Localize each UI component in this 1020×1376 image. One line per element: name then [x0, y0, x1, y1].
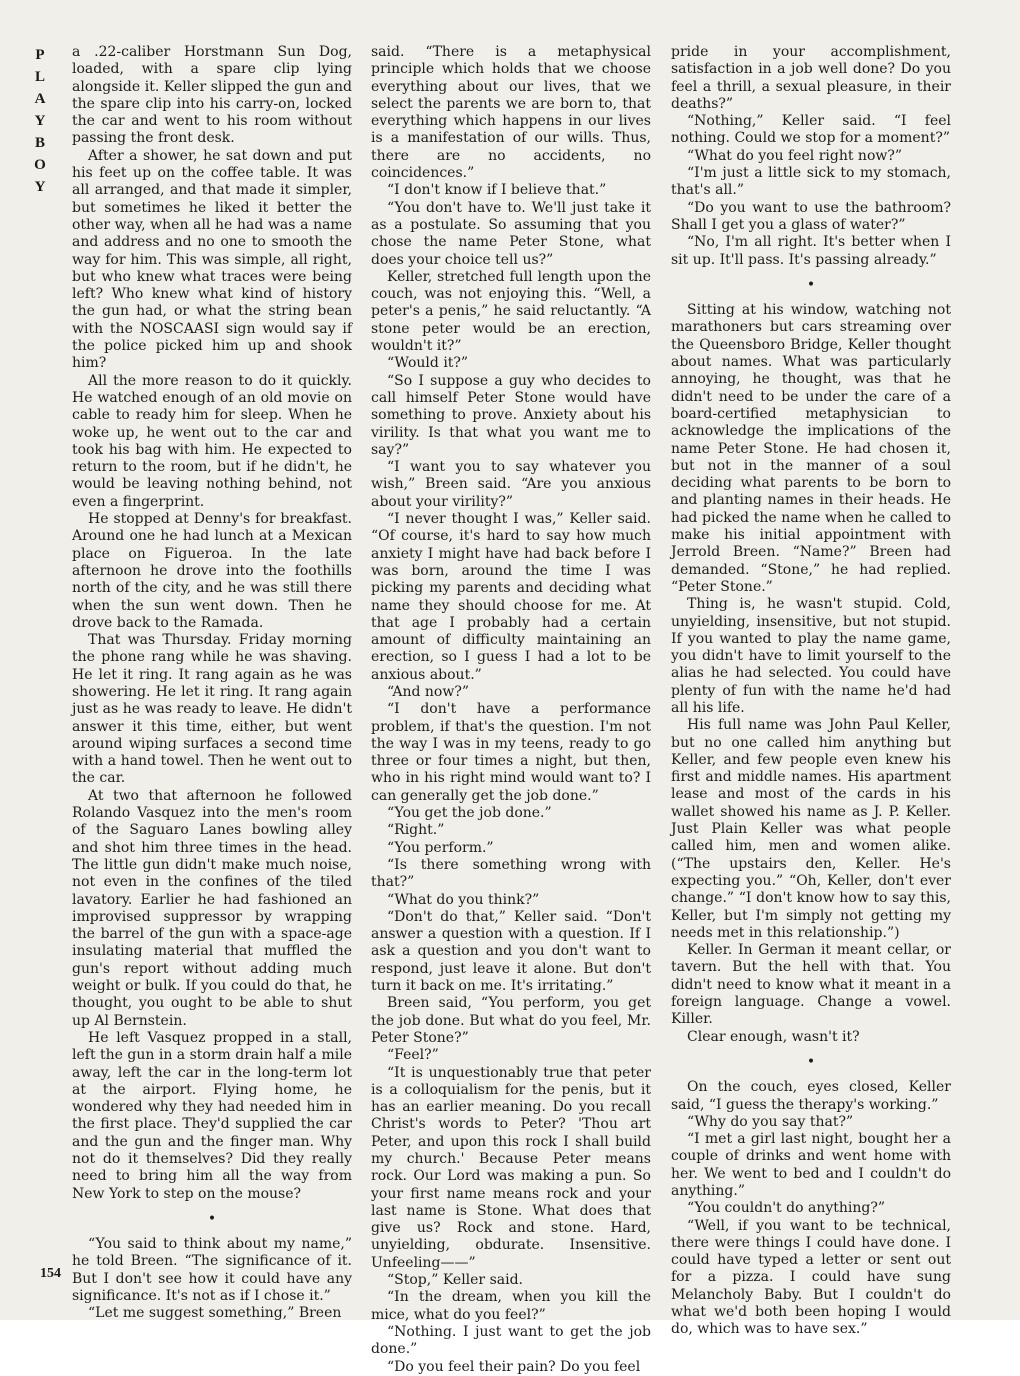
paragraph: “Why do you say that?” — [687, 1113, 854, 1130]
paragraph: “Don't do that,” Keller said. “Don't answer a question with a question. If I ask a question and you don't want to respond, just leave it alone. But don't turn it back on me. It's irritating.” — [371, 908, 651, 995]
paragraph: “What do you think?” — [387, 891, 540, 908]
paragraph: said. “There is a metaphysical principle which holds that we choose everything about our lives, that we select the parents we are born to, that everything which happens in our lives is a manifestation of our wills. Thus, there are no accidents, no coincidences.” — [371, 44, 651, 182]
sidebar-letter: B — [34, 135, 45, 151]
paragraph: “Feel?” — [387, 1047, 439, 1064]
sidebar-letter: A — [34, 91, 46, 107]
paragraph: “You said to think about my name,” he told Breen. “The significance of it. But I don't see how it could have any significance. It's not as if I chose it.” — [72, 1236, 352, 1305]
page-number: 154 — [40, 1266, 61, 1281]
paragraph: “I'm just a little sick to my stomach, that's all.” — [671, 165, 951, 199]
paragraph: “What do you feel right now?” — [687, 147, 903, 164]
paragraph: He stopped at Denny's for breakfast. Around one he had lunch at a Mexican place on Figueroa. In the late afternoon he drove into the foothills north of the city, and he was still there when the sun went down. Then he drove back to the Ramada. — [72, 511, 352, 631]
paragraph: He left Vasquez propped in a stall, left the gun in a storm drain half a mile away, left the car in the long-term lot at the airport. Flying home, he wondered why they had needed him in the first place. They'd supplied the car and the gun and the finger man. Why not do it themselves? Did they really need to bring him all the way from New York to step on the mouse? — [72, 1029, 352, 1202]
paragraph: Keller, stretched full length upon the couch, was not enjoying this. “Well, a peter's a penis,” he said reluctantly. “A stone peter would be an erection, wouldn't it?” — [371, 268, 651, 355]
paragraph: “Let me suggest something,” Breen — [88, 1305, 342, 1322]
paragraph: Keller. In German it meant cellar, or tavern. But the hell with that. You didn't need to know what it meant in a foreign language. Change a vowel. Killer. — [671, 942, 951, 1028]
paragraph: Breen said, “You perform, you get the job done. But what do you feel, Mr. Peter Stone?” — [371, 995, 651, 1046]
paragraph: Sitting at his window, watching not marathoners but cars streaming over the Queensboro Bridge, Keller thought about names. What was particularly annoying, he thought, was that he didn't need to be under the care of a board-certified metaphysician to acknowledge the implications of the name Peter Stone. He had chosen it, but not in the manner of a soul deciding what parents to be born to and planting names in their heads. He had picked the name when he called to make his initial appointment with Jerrold Breen. “Name?” Breen had demanded. “Stone,” he had replied. “Peter Stone.” — [671, 302, 951, 595]
paragraph: “You perform.” — [387, 839, 494, 856]
paragraph: That was Thursday. Friday morning the phone rang while he was shaving. He let it ring. It rang again as he was showering. He let it ring. It rang again just as he was ready to leave. He didn't answer it this time, either, but went around wiping surfaces a second time with a hand towel. Then he went out to the car. — [72, 632, 352, 787]
section-break-bullet: • — [207, 1210, 217, 1227]
paragraph: “Nothing,” Keller said. “I feel nothing. Could we stop for a moment?” — [671, 113, 951, 147]
paragraph: All the more reason to do it quickly. He watched enough of an old movie on cable to ready him for sleep. When he woke up, he went out to the car and took his bag with him. He expected to return to the room, but if he didn't, he would be leaving nothing behind, not even a fingerprint. — [72, 372, 352, 510]
magazine-name-vertical — [28, 44, 52, 198]
sidebar-letter: Y — [34, 113, 46, 129]
paragraph: Thing is, he wasn't stupid. Cold, unyielding, insensitive, but not stupid. If you wanted to play the name game, you didn't have to limit yourself to the alias he had selected. You could have plenty of fun with the name he'd had all his life. — [671, 596, 951, 716]
paragraph: “It is unquestionably true that peter is a colloquialism for the penis, but it has an earlier meaning. Do you recall Christ's words to Peter? 'Thou art Peter, and upon this rock I shall build my church.' Because Peter means rock. Our Lord was making a pun. So your first name means rock and your last name is Stone. What does that give us? Rock and stone. Hard, unyielding, obdurate. Insensitive. Unfeeling——” — [371, 1064, 651, 1271]
text-column-3 — [671, 44, 951, 1339]
sidebar-letter: Y — [34, 179, 46, 195]
paragraph: On the couch, eyes closed, Keller said, “I guess the therapy's working.” — [671, 1079, 951, 1113]
paragraph: “You couldn't do anything?” — [687, 1200, 886, 1217]
paragraph: “Nothing. I just want to get the job done.” — [371, 1323, 651, 1358]
paragraph: “I met a girl last night, bought her a couple of drinks and went home with her. We went to bed and I couldn't do anything.” — [671, 1131, 951, 1199]
paragraph: a .22-caliber Horstmann Sun Dog, loaded, with a spare clip lying alongside it. Keller slipped the gun and the spare clip into his carry-on, locked the car and went to his room without passing the front desk. — [72, 44, 352, 147]
paragraph: Clear enough, wasn't it? — [687, 1028, 860, 1045]
paragraph: “Is there something wrong with that?” — [371, 856, 651, 891]
paragraph: “No, I'm all right. It's better when I sit up. It'll pass. It's passing already.” — [671, 234, 951, 268]
paragraph: His full name was John Paul Keller, but no one called him anything but Keller, and few people even knew his first and middle names. His apartment lease and most of the cards in his wallet showed his name as J. P. Keller. Just Plain Keller was what people called him, men and women alike. (“The upstairs den, Keller. He's expecting you.” “Oh, Keller, don't ever change.” “I don't know how to say this, Keller, but I'm simply not getting my needs met in this relationship.”) — [671, 717, 951, 941]
paragraph: “Would it?” — [387, 355, 469, 372]
paragraph: “In the dream, when you kill the mice, what do you feel?” — [371, 1289, 651, 1323]
paragraph: “I don't know if I believe that.” — [387, 182, 607, 199]
paragraph: “Stop,” Keller said. — [387, 1272, 523, 1289]
paragraph: pride in your accomplishment, satisfaction in a job well done? Do you feel a thrill, a sexual pleasure, in their deaths?” — [671, 44, 951, 112]
paragraph: “Do you want to use the bathroom? Shall I get you a glass of water?” — [671, 199, 951, 233]
paragraph: “Well, if you want to be technical, there were things I could have done. I could have typed a letter or sent out for a pizza. I could have sung Melancholy Baby. But I couldn't do what we'd both been hoping I would do, which was to have sex.” — [671, 1217, 951, 1338]
paragraph: “I never thought I was,” Keller said. “Of course, it's hard to say how much anxiety I might have had back before I was born, around the time I was picking my parents and deciding what name they should choose for me. At that age I probably had a certain amount of difficulty maintaining an erection, so I guess I had a lot to be anxious about.” — [371, 511, 651, 683]
paragraph: After a shower, he sat down and put his feet up on the coffee table. It was all arranged, and that made it simpler, but sometimes he liked it better the other way, when all he had was a name and address and no one to smooth the way for him. This was simple, all right, but who knew what traces were being left? Who knew what kind of history the gun had, or what the string bean with the NOSCAASI sign would say if the police picked him up and shook him? — [72, 147, 352, 372]
paragraph: “Do you feel their pain? Do you feel — [387, 1358, 641, 1375]
paragraph: “So I suppose a guy who decides to call himself Peter Stone would have something to prove. Anxiety about his virility. Is that what you want me to say?” — [371, 372, 651, 458]
section-break-bullet: • — [806, 1053, 816, 1070]
section-break-bullet: • — [806, 276, 816, 293]
paragraph: “You don't have to. We'll just take it as a postulate. So assuming that you chose the name Peter Stone, what does your choice tell us?” — [371, 199, 651, 268]
text-column-2 — [371, 44, 651, 1376]
sidebar-letter: L — [34, 69, 45, 85]
paragraph: “I don't have a performance problem, if that's the question. I'm not the way I was in my teens, ready to go three or four times a night, but then, who in his right mind would want to? I can generally get the job done.” — [371, 701, 651, 804]
sidebar-letter: P — [35, 47, 45, 63]
paragraph: “And now?” — [387, 683, 469, 700]
paragraph: “Right.” — [387, 822, 445, 839]
paragraph: At two that afternoon he followed Rolando Vasquez into the men's room of the Saguaro Lanes bowling alley and shot him three times in the head. The little gun didn't make much noise, not even in the confines of the tiled lavatory. Earlier he had fashioned an improvised suppressor by wrapping the barrel of the gun with a space-age insulating material that muffled the gun's report without adding much weight or bulk. If you could do that, he thought, you ought to be able to shut up Al Bernstein. — [72, 787, 352, 1029]
text-column-1 — [72, 44, 352, 1323]
paragraph: “You get the job done.” — [387, 805, 552, 822]
sidebar-letter: O — [34, 157, 46, 173]
paragraph: “I want you to say whatever you wish,” Breen said. “Are you anxious about your virility?” — [371, 459, 651, 510]
